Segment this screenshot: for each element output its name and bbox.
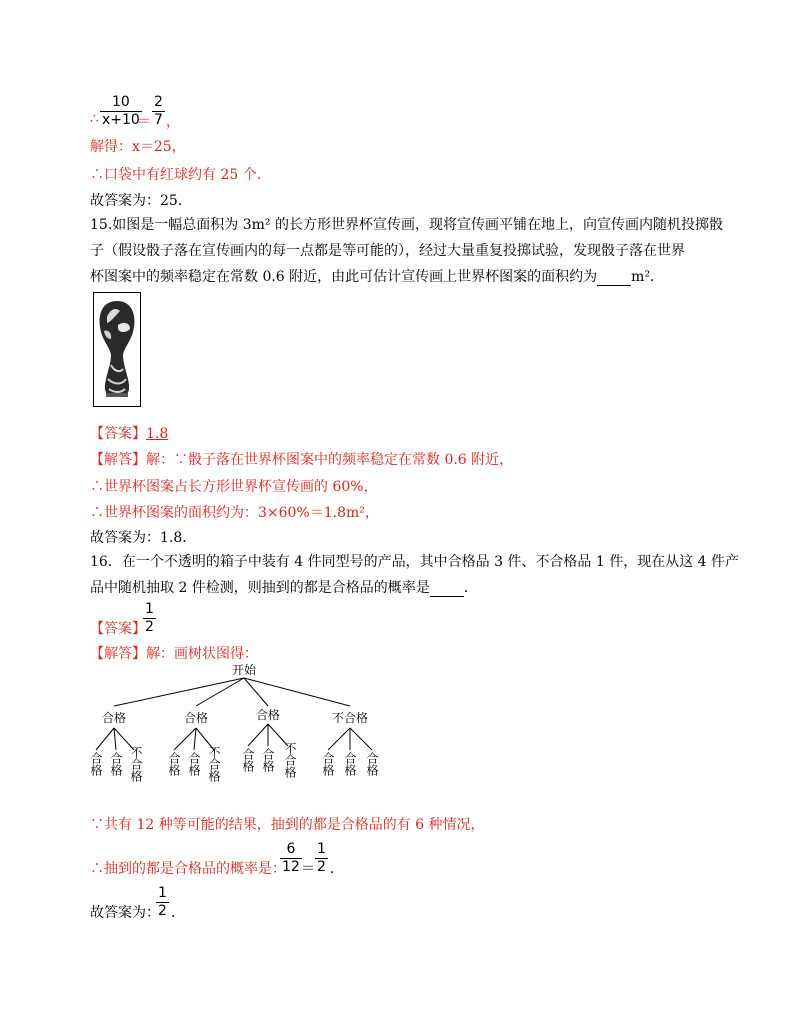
tree-leaf-vertical xyxy=(365,751,379,776)
analysis-tag: 【解答】 xyxy=(90,646,146,662)
tree-branch-1 xyxy=(89,728,143,782)
answer-fraction-1-over-2 xyxy=(143,601,156,636)
q16-answer-tag: 【答案】 xyxy=(90,621,146,637)
leaf-char: 合格 xyxy=(365,752,379,776)
probability-tree-diagram xyxy=(78,660,398,810)
q16-text-line-2-b: ． xyxy=(463,580,478,596)
prob-fraction-1-over-2 xyxy=(315,841,328,876)
conclusion-line: ∴口袋中有红球约有 25 个． xyxy=(90,167,271,183)
q15-text-line-1: 15.如图是一幅总面积为 3m² 的长方形世界杯宣传画，现将宣传画平铺在地上，向宣传画内随机投掷骰 xyxy=(90,217,723,233)
analysis-tag: 【解答】 xyxy=(90,452,146,468)
leaf-char: 不合格 xyxy=(283,742,297,778)
answer-value: 1.8 xyxy=(146,426,169,442)
answer-blank xyxy=(430,580,464,597)
fraction-denominator: 2 xyxy=(145,619,154,635)
solve-line: 解得：x＝25， xyxy=(90,139,186,155)
analysis-text: 解：画树状图得： xyxy=(146,646,258,662)
q15-answer xyxy=(90,423,168,443)
period: ． xyxy=(330,861,344,877)
q15-text-line-3-a: 杯图案中的频率稳定在常数 0.6 附近，由此可估计宣传画上世界杯图案的面积约为 xyxy=(90,269,598,285)
tree-level1-node: 合格 xyxy=(101,711,127,725)
fraction-denominator: 7 xyxy=(154,112,163,128)
world-cup-trophy-image xyxy=(93,292,141,407)
equals-sign: ＝ xyxy=(137,114,151,130)
fraction-2-over-7 xyxy=(152,94,165,129)
q16-text-line-2 xyxy=(90,577,478,597)
q16-prob-prefix: ∴抽到的都是合格品的概率是： xyxy=(90,861,286,877)
leaf-char: 不合格 xyxy=(129,746,143,782)
comma: ， xyxy=(166,114,180,130)
trophy-icon xyxy=(94,293,140,406)
q16-reason: ∵共有 12 种等可能的结果，抽到的都是合格品的有 6 种情况， xyxy=(90,817,485,833)
tree-leaf-vertical xyxy=(343,751,357,776)
tree-leaf-vertical xyxy=(109,751,123,776)
leaf-char: 合格 xyxy=(343,752,357,776)
leaf-char: 合格 xyxy=(89,752,103,776)
final-fraction-1-over-2 xyxy=(156,885,169,920)
fraction-numerator: 2 xyxy=(154,94,163,110)
analysis-text: 解：∵骰子落在世界杯图案中的频率稳定在常数 0.6 附近， xyxy=(146,452,514,468)
therefore-symbol: ∴ xyxy=(90,111,99,127)
q15-text-line-2: 子（假设骰子落在宣传画内的每一点都是等可能的），经过大量重复投掷试验，发现骰子落在世界 xyxy=(90,243,685,259)
q15-text-line-3 xyxy=(90,266,664,286)
tree-root: 开始 xyxy=(231,663,257,677)
q15-step-2: ∴世界杯图案占长方形世界杯宣传画的 60%， xyxy=(90,479,378,495)
fraction-numerator: 10 xyxy=(112,94,130,110)
fraction-numerator: 1 xyxy=(317,841,326,857)
tree-leaf-vertical xyxy=(89,751,103,776)
period: ． xyxy=(171,905,185,921)
answer-line: 故答案为：25． xyxy=(90,193,192,209)
prob-fraction-6-over-12 xyxy=(280,841,302,876)
fraction-denominator: 2 xyxy=(317,859,326,875)
tree-leaf-vertical xyxy=(187,751,201,776)
q15-analysis xyxy=(90,449,513,469)
leaf-char: 合格 xyxy=(241,748,255,772)
tree-level1-node: 合格 xyxy=(183,711,209,725)
q16-text-line-2-a: 品中随机抽取 2 件检测，则抽到的都是合格品的概率是 xyxy=(90,580,430,596)
leaf-char: 合格 xyxy=(321,752,335,776)
leaf-char: 不合格 xyxy=(207,746,221,782)
tree-level1-node: 合格 xyxy=(255,708,281,722)
q15-final-answer: 故答案为：1.8． xyxy=(90,530,197,546)
q16-final-prefix: 故答案为： xyxy=(90,905,160,921)
q15-text-line-3-b: m²． xyxy=(631,269,665,285)
fraction-numerator: 6 xyxy=(286,841,296,857)
tree-branch-2 xyxy=(167,728,221,782)
tree-leaf-vertical xyxy=(283,742,297,778)
fraction-numerator: 1 xyxy=(145,601,154,617)
q15-step-3: ∴世界杯图案的面积约为：3×60%＝1.8m²， xyxy=(90,505,379,521)
tree-leaf-vertical xyxy=(207,746,221,782)
leaf-char: 合格 xyxy=(187,752,201,776)
q16-text-line-1: 16．在一个不透明的箱子中装有 4 件同型号的产品，其中合格品 3 件、不合格品 1 件，现在从这 4 件产 xyxy=(90,554,740,570)
tree-leaf-vertical xyxy=(241,747,255,772)
fraction-denominator: 2 xyxy=(158,903,167,919)
leaf-char: 合格 xyxy=(109,752,123,776)
fraction-10-over-x-plus-10 xyxy=(100,94,142,129)
fraction-denominator: x+10 xyxy=(102,112,140,128)
tree-branch-4 xyxy=(321,728,379,776)
fraction-denominator: 12 xyxy=(282,859,300,875)
tree-leaf-vertical xyxy=(261,747,275,772)
leaf-char: 合格 xyxy=(167,752,181,776)
leaf-char: 合格 xyxy=(261,748,275,772)
answer-tag: 【答案】 xyxy=(90,426,146,442)
equals-sign: ＝ xyxy=(301,861,315,877)
tree-leaf-vertical xyxy=(167,751,181,776)
tree-level1-node: 不合格 xyxy=(331,711,369,725)
tree-branch-3 xyxy=(241,724,297,778)
fraction-numerator: 1 xyxy=(158,885,167,901)
answer-blank xyxy=(597,269,631,286)
tree-leaf-vertical xyxy=(129,746,143,782)
tree-leaf-vertical xyxy=(321,751,335,776)
